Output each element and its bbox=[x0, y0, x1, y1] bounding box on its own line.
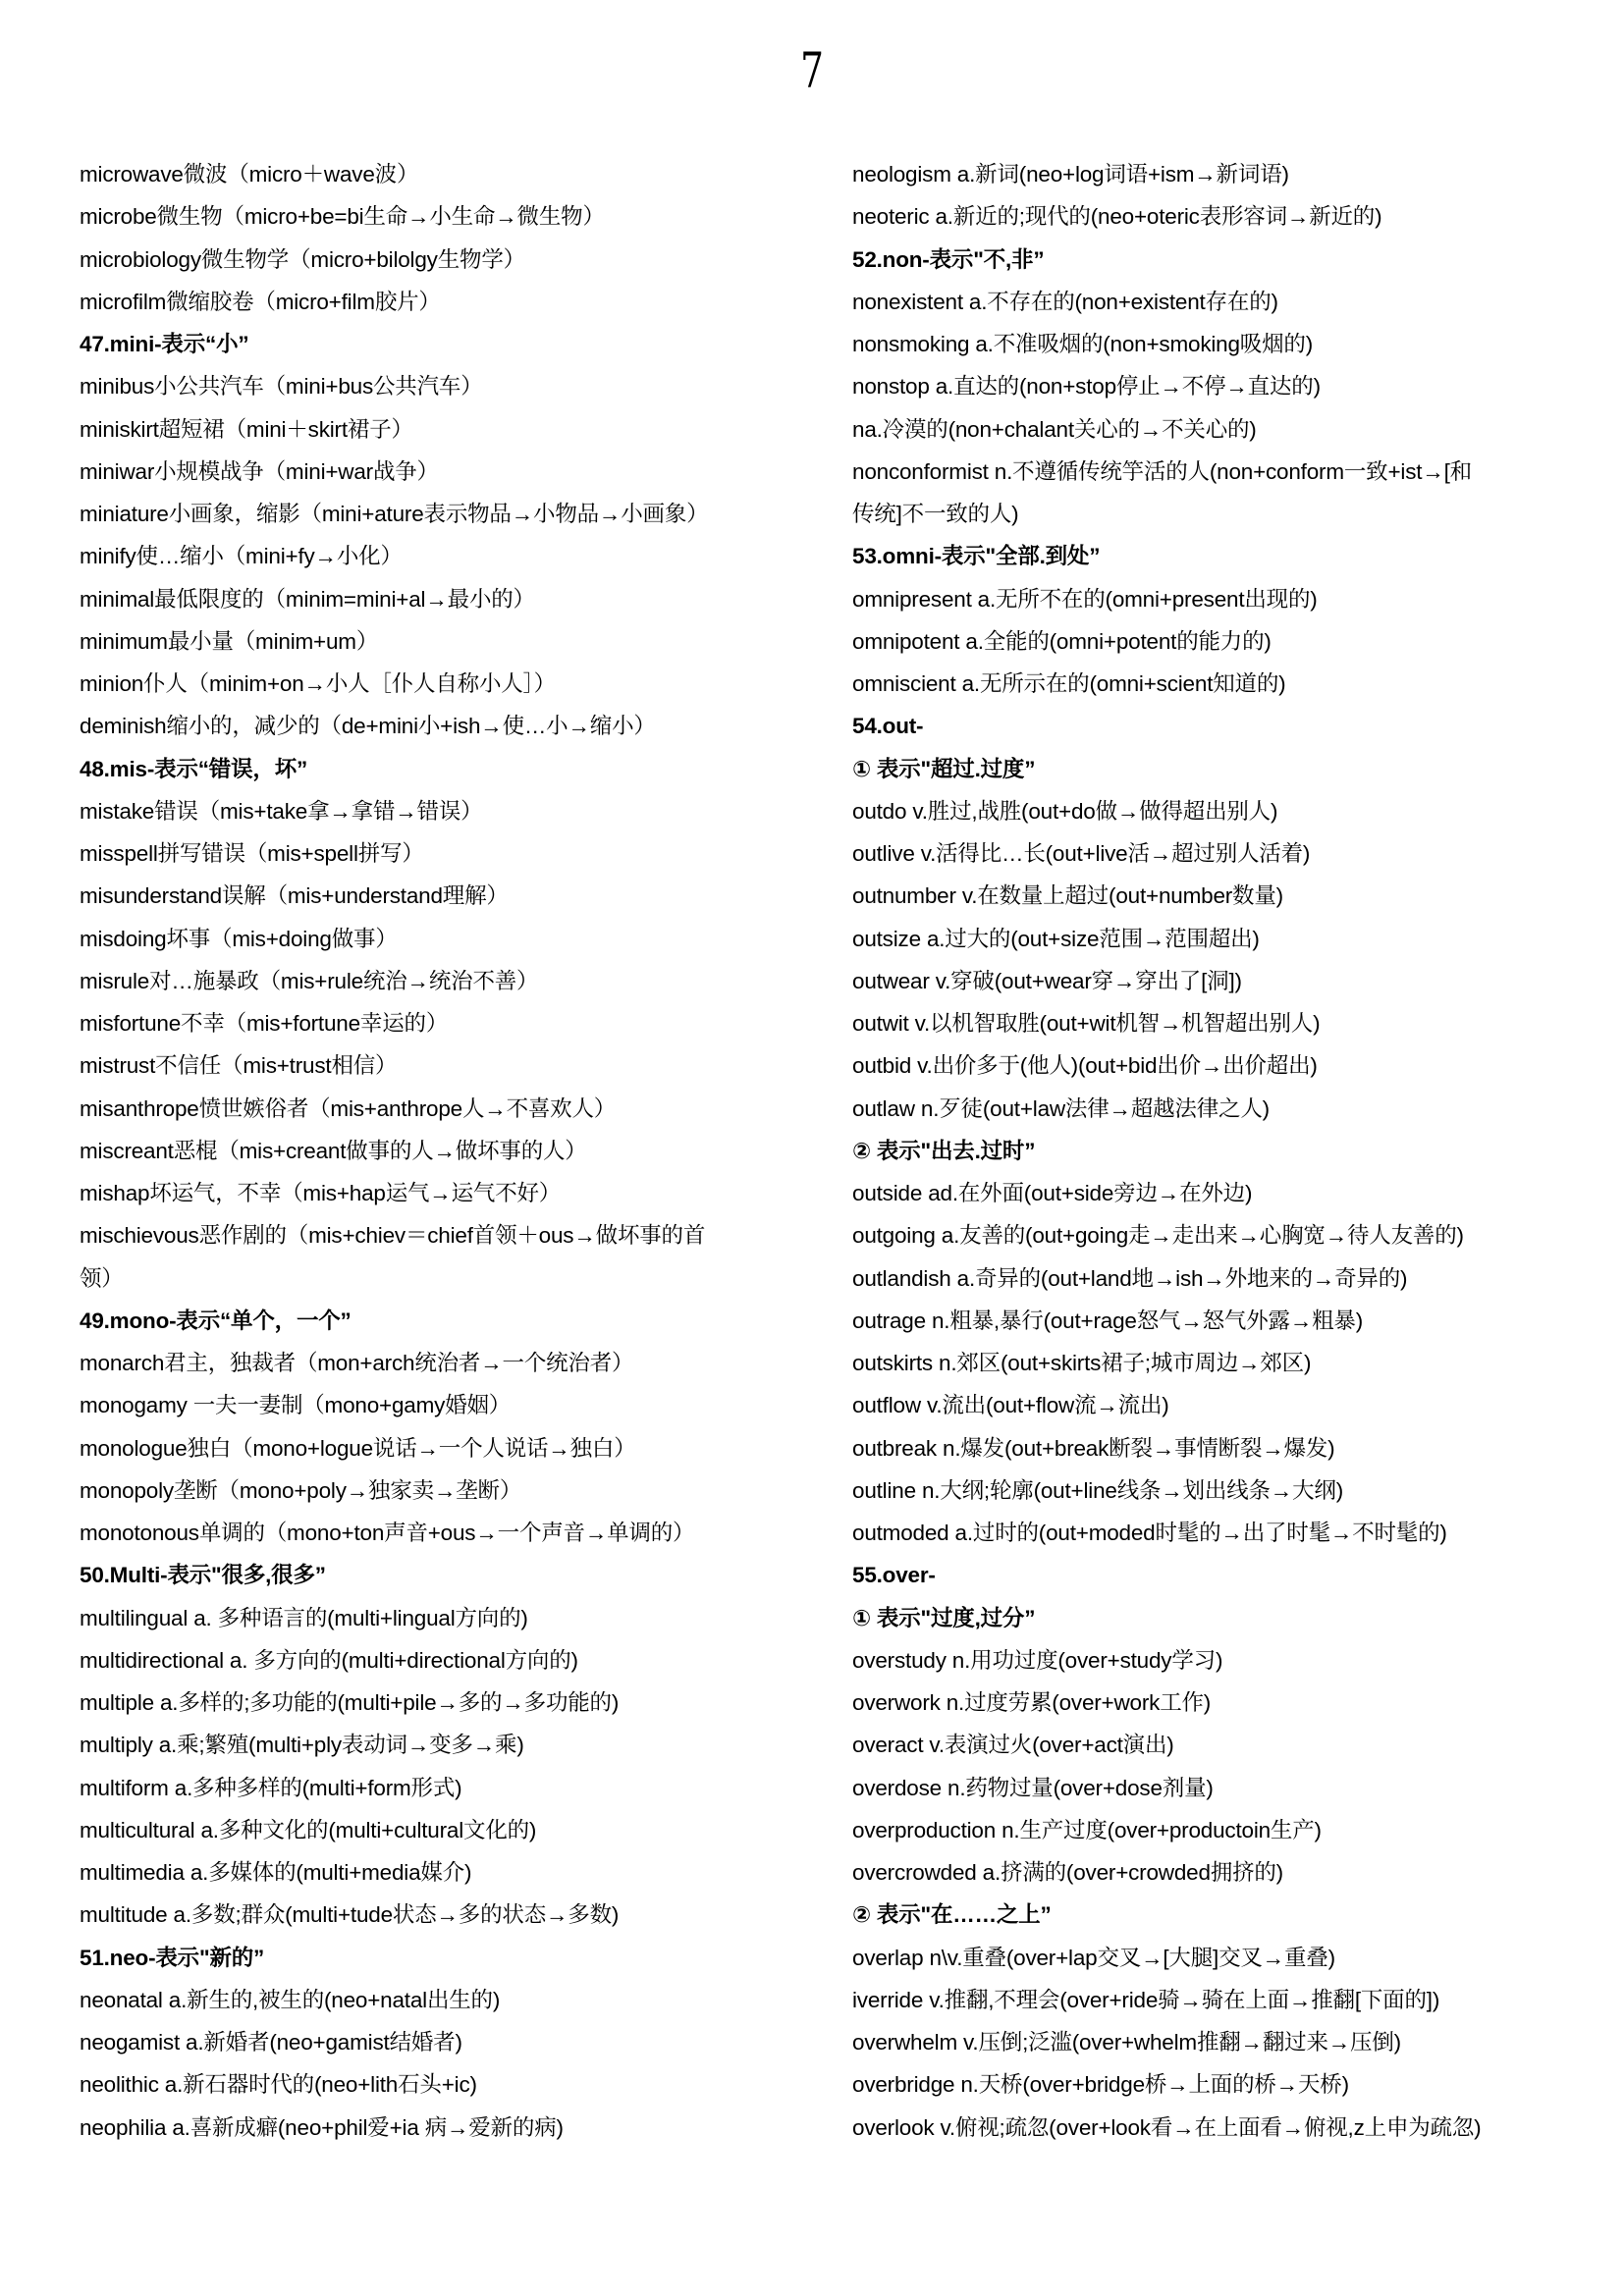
vocab-entry: nonconformist n.不遵循传统竽活的人(non+conform一致+ist→[和 bbox=[852, 458, 1472, 484]
section-heading: 52.non-表示"不,非” bbox=[852, 246, 1045, 272]
vocab-entry: monogamy 一夫一妻制（mono+gamy婚姻） bbox=[80, 1393, 512, 1418]
vocab-entry: overbridge n.天桥(over+bridge桥→上面的桥→天桥) bbox=[852, 2072, 1349, 2098]
vocab-entry: neophilia a.喜新成癖(neo+phil爱+ia 病→爱新的病) bbox=[80, 2114, 564, 2140]
vocab-entry: outbreak n.爆发(out+break断裂→事情断裂→爆发) bbox=[852, 1435, 1335, 1461]
vocab-entry: mistake错误（mis+take拿→拿错→错误） bbox=[80, 798, 483, 824]
vocab-entry: misdoing坏事（mis+doing做事） bbox=[80, 926, 398, 951]
vocab-entry: overdose n.药物过量(over+dose剂量) bbox=[852, 1775, 1214, 1800]
vocab-entry: nonsmoking a.不准吸烟的(non+smoking吸烟的) bbox=[852, 332, 1313, 356]
vocab-entry: misunderstand误解（mis+understand理解） bbox=[80, 883, 509, 909]
vocab-entry: outlaw n.歹徒(out+law法律→超越法律之人) bbox=[852, 1095, 1270, 1121]
vocab-entry: monopoly垄断（mono+poly→独家卖→垄断） bbox=[80, 1477, 522, 1503]
right-column bbox=[852, 153, 1589, 2149]
vocab-entry: iverride v.推翻,不理会(over+ride骑→骑在上面→推翻[下面的]) bbox=[852, 1987, 1440, 2012]
section-heading: 48.mis-表示“错误，坏” bbox=[80, 756, 308, 781]
vocab-entry: multicultural a.多种文化的(multi+cultural文化的) bbox=[80, 1817, 537, 1842]
vocab-entry: outdo v.胜过,战胜(out+do做→做得超出别人) bbox=[852, 798, 1278, 824]
vocab-entry: misanthrope愤世嫉俗者（mis+anthrope人→不喜欢人） bbox=[80, 1095, 617, 1121]
vocab-entry: nonexistent a.不存在的(non+existent存在的) bbox=[852, 289, 1278, 314]
vocab-entry: mishap坏运气，不幸（mis+hap运气→运气不好） bbox=[80, 1181, 562, 1205]
vocab-entry: outlive v.活得比…长(out+live活→超过别人活着) bbox=[852, 841, 1311, 866]
vocab-entry: miniwar小规模战争（mini+war战争） bbox=[80, 458, 439, 484]
vocab-entry: multiform a.多种多样的(multi+form形式) bbox=[80, 1775, 462, 1800]
vocab-entry: microbiology微生物学（micro+bilolgy生物学） bbox=[80, 246, 525, 272]
vocab-entry: miscreant恶棍（mis+creant做事的人→做坏事的人） bbox=[80, 1138, 587, 1163]
vocab-entry: omniscient a.无所示在的(omni+scient知道的) bbox=[852, 671, 1286, 696]
section-heading: ② 表示"出去.过时” bbox=[852, 1138, 1036, 1163]
vocab-entry: neolithic a.新石器时代的(neo+lith石头+ic) bbox=[80, 2072, 477, 2098]
section-heading: ① 表示"过度,过分” bbox=[852, 1605, 1036, 1630]
vocab-entry: minimal最低限度的（minim=mini+al→最小的） bbox=[80, 586, 535, 612]
vocab-entry: monotonous单调的（mono+ton声音+ous→一个声音→单调的） bbox=[80, 1521, 695, 1545]
vocab-entry: outwit v.以机智取胜(out+wit机智→机智超出别人) bbox=[852, 1011, 1321, 1036]
vocab-entry: outskirts n.郊区(out+skirts裙子;城市周边→郊区) bbox=[852, 1351, 1312, 1375]
vocab-entry: outgoing a.友善的(out+going走→走出来→心胸宽→待人友善的) bbox=[852, 1223, 1464, 1249]
vocab-entry: overwhelm v.压倒;泛滥(over+whelm推翻→翻过来→压倒) bbox=[852, 2030, 1401, 2055]
vocab-entry: microwave微波（micro＋wave波） bbox=[80, 162, 419, 187]
vocab-entry: microbe微生物（micro+be=bi生命→小生命→微生物） bbox=[80, 204, 605, 230]
vocab-entry: multitude a.多数;群众(multi+tude状态→多的状态→多数) bbox=[80, 1902, 620, 1928]
vocab-entry: mistrust不信任（mis+trust相信） bbox=[80, 1053, 398, 1079]
vocab-entry: outbid v.出价多于(他人)(out+bid出价→出价超出) bbox=[852, 1053, 1318, 1079]
vocab-entry: 传统]不一致的人) bbox=[852, 502, 1019, 526]
vocab-entry: multiply a.乘;繁殖(multi+ply表动词→变多→乘) bbox=[80, 1733, 524, 1758]
vocab-entry: neologism a.新词(neo+log词语+ism→新词语) bbox=[852, 162, 1289, 187]
vocab-entry: misrule对…施暴政（mis+rule统治→统治不善） bbox=[80, 968, 539, 993]
section-heading: 54.out- bbox=[852, 714, 924, 739]
vocab-entry: outflow v.流出(out+flow流→流出) bbox=[852, 1393, 1169, 1418]
vocab-entry: deminish缩小的，减少的（de+mini小+ish→使…小→缩小） bbox=[80, 714, 656, 739]
section-heading: 47.mini-表示“小” bbox=[80, 332, 249, 356]
section-heading: ① 表示"超过.过度” bbox=[852, 756, 1036, 781]
vocab-entry: minibus小公共汽车（mini+bus公共汽车） bbox=[80, 374, 483, 400]
vocab-entry: 领） bbox=[80, 1265, 124, 1291]
vocab-entry: mischievous恶作剧的（mis+chiev＝chief首领＋ous→做坏事的首 bbox=[80, 1223, 706, 1249]
vocab-entry: outside ad.在外面(out+side旁边→在外边) bbox=[852, 1181, 1253, 1205]
vocab-entry: overcrowded a.挤满的(over+crowded拥挤的) bbox=[852, 1860, 1283, 1885]
vocab-entry: multiple a.多样的;多功能的(multi+pile→多的→多功能的) bbox=[80, 1690, 620, 1715]
vocab-entry: neonatal a.新生的,被生的(neo+natal出生的) bbox=[80, 1987, 501, 2012]
section-heading: ② 表示"在……之上” bbox=[852, 1902, 1052, 1928]
vocab-entry: multimedia a.多媒体的(multi+media媒介) bbox=[80, 1860, 472, 1885]
vocab-entry: nonstop a.直达的(non+stop停止→不停→直达的) bbox=[852, 374, 1321, 400]
vocab-entry: misfortune不幸（mis+fortune幸运的） bbox=[80, 1011, 449, 1036]
vocab-entry: miniature小画象，缩影（mini+ature表示物品→小物品→小画象） bbox=[80, 502, 709, 526]
vocab-entry: microfilm微缩胶卷（micro+film胶片） bbox=[80, 289, 441, 314]
section-heading: 51.neo-表示"新的” bbox=[80, 1945, 265, 1970]
vocab-entry: miniskirt超短裙（mini＋skirt裙子） bbox=[80, 416, 413, 442]
vocab-entry: misspell拼写错误（mis+spell拼写） bbox=[80, 841, 424, 866]
vocab-entry: minion仆人（minim+on→小人［仆人自称小人］） bbox=[80, 671, 556, 696]
vocab-entry: multilingual a. 多种语言的(multi+lingual方向的) bbox=[80, 1605, 528, 1630]
section-heading: 50.Multi-表示"很多,很多” bbox=[80, 1563, 326, 1588]
vocab-entry: overlook v.俯视;疏忽(over+look看→在上面看→俯视,z上申为疏忽) bbox=[852, 2114, 1482, 2140]
vocab-entry: neogamist a.新婚者(neo+gamist结婚者) bbox=[80, 2030, 462, 2055]
vocab-entry: multidirectional a. 多方向的(multi+directional方向的) bbox=[80, 1647, 578, 1673]
vocab-entry: neoteric a.新近的;现代的(neo+oteric表形容词→新近的) bbox=[852, 204, 1382, 230]
vocab-entry: outnumber v.在数量上超过(out+number数量) bbox=[852, 883, 1283, 909]
section-heading: 55.over- bbox=[852, 1563, 936, 1588]
vocab-entry: omnipotent a.全能的(omni+potent的能力的) bbox=[852, 628, 1272, 654]
vocab-entry: omnipresent a.无所不在的(omni+present出现的) bbox=[852, 586, 1318, 612]
vocab-entry: minimum最小量（minim+um） bbox=[80, 628, 379, 654]
vocab-entry: outrage n.粗暴,暴行(out+rage怒气→怒气外露→粗暴) bbox=[852, 1308, 1364, 1333]
vocab-entry: overproduction n.生产过度(over+productoin生产) bbox=[852, 1817, 1322, 1842]
section-heading: 49.mono-表示“单个，一个” bbox=[80, 1308, 352, 1333]
vocab-entry: monarch君主，独裁者（mon+arch统治者→一个统治者） bbox=[80, 1351, 634, 1375]
vocab-entry: overact v.表演过火(over+act演出) bbox=[852, 1733, 1174, 1758]
vocab-entry: outsize a.过大的(out+size范围→范围超出) bbox=[852, 926, 1260, 951]
vocab-entry: outlandish a.奇异的(out+land地→ish→外地来的→奇异的) bbox=[852, 1265, 1408, 1291]
left-column bbox=[80, 153, 826, 2149]
section-heading: 53.omni-表示"全部.到处” bbox=[852, 544, 1101, 569]
vocab-entry: minify使…缩小（mini+fy→小化） bbox=[80, 544, 403, 569]
vocab-entry: outmoded a.过时的(out+moded时髦的→出了时髦→不时髦的) bbox=[852, 1521, 1447, 1545]
vocab-entry: overstudy n.用功过度(over+study学习) bbox=[852, 1647, 1223, 1673]
vocab-entry: outwear v.穿破(out+wear穿→穿出了[洞]) bbox=[852, 968, 1242, 993]
vocab-entry: overwork n.过度劳累(over+work工作) bbox=[852, 1690, 1212, 1715]
vocab-entry: na.冷漠的(non+chalant关心的→不关心的) bbox=[852, 416, 1257, 442]
page-number: 7 bbox=[800, 42, 824, 99]
vocab-entry: overlap n\v.重叠(over+lap交叉→[大腿]交叉→重叠) bbox=[852, 1945, 1335, 1970]
vocab-entry: monologue独白（mono+logue说话→一个人说话→独白） bbox=[80, 1435, 636, 1461]
vocab-entry: outline n.大纲;轮廓(out+line线条→划出线条→大纲) bbox=[852, 1477, 1343, 1503]
